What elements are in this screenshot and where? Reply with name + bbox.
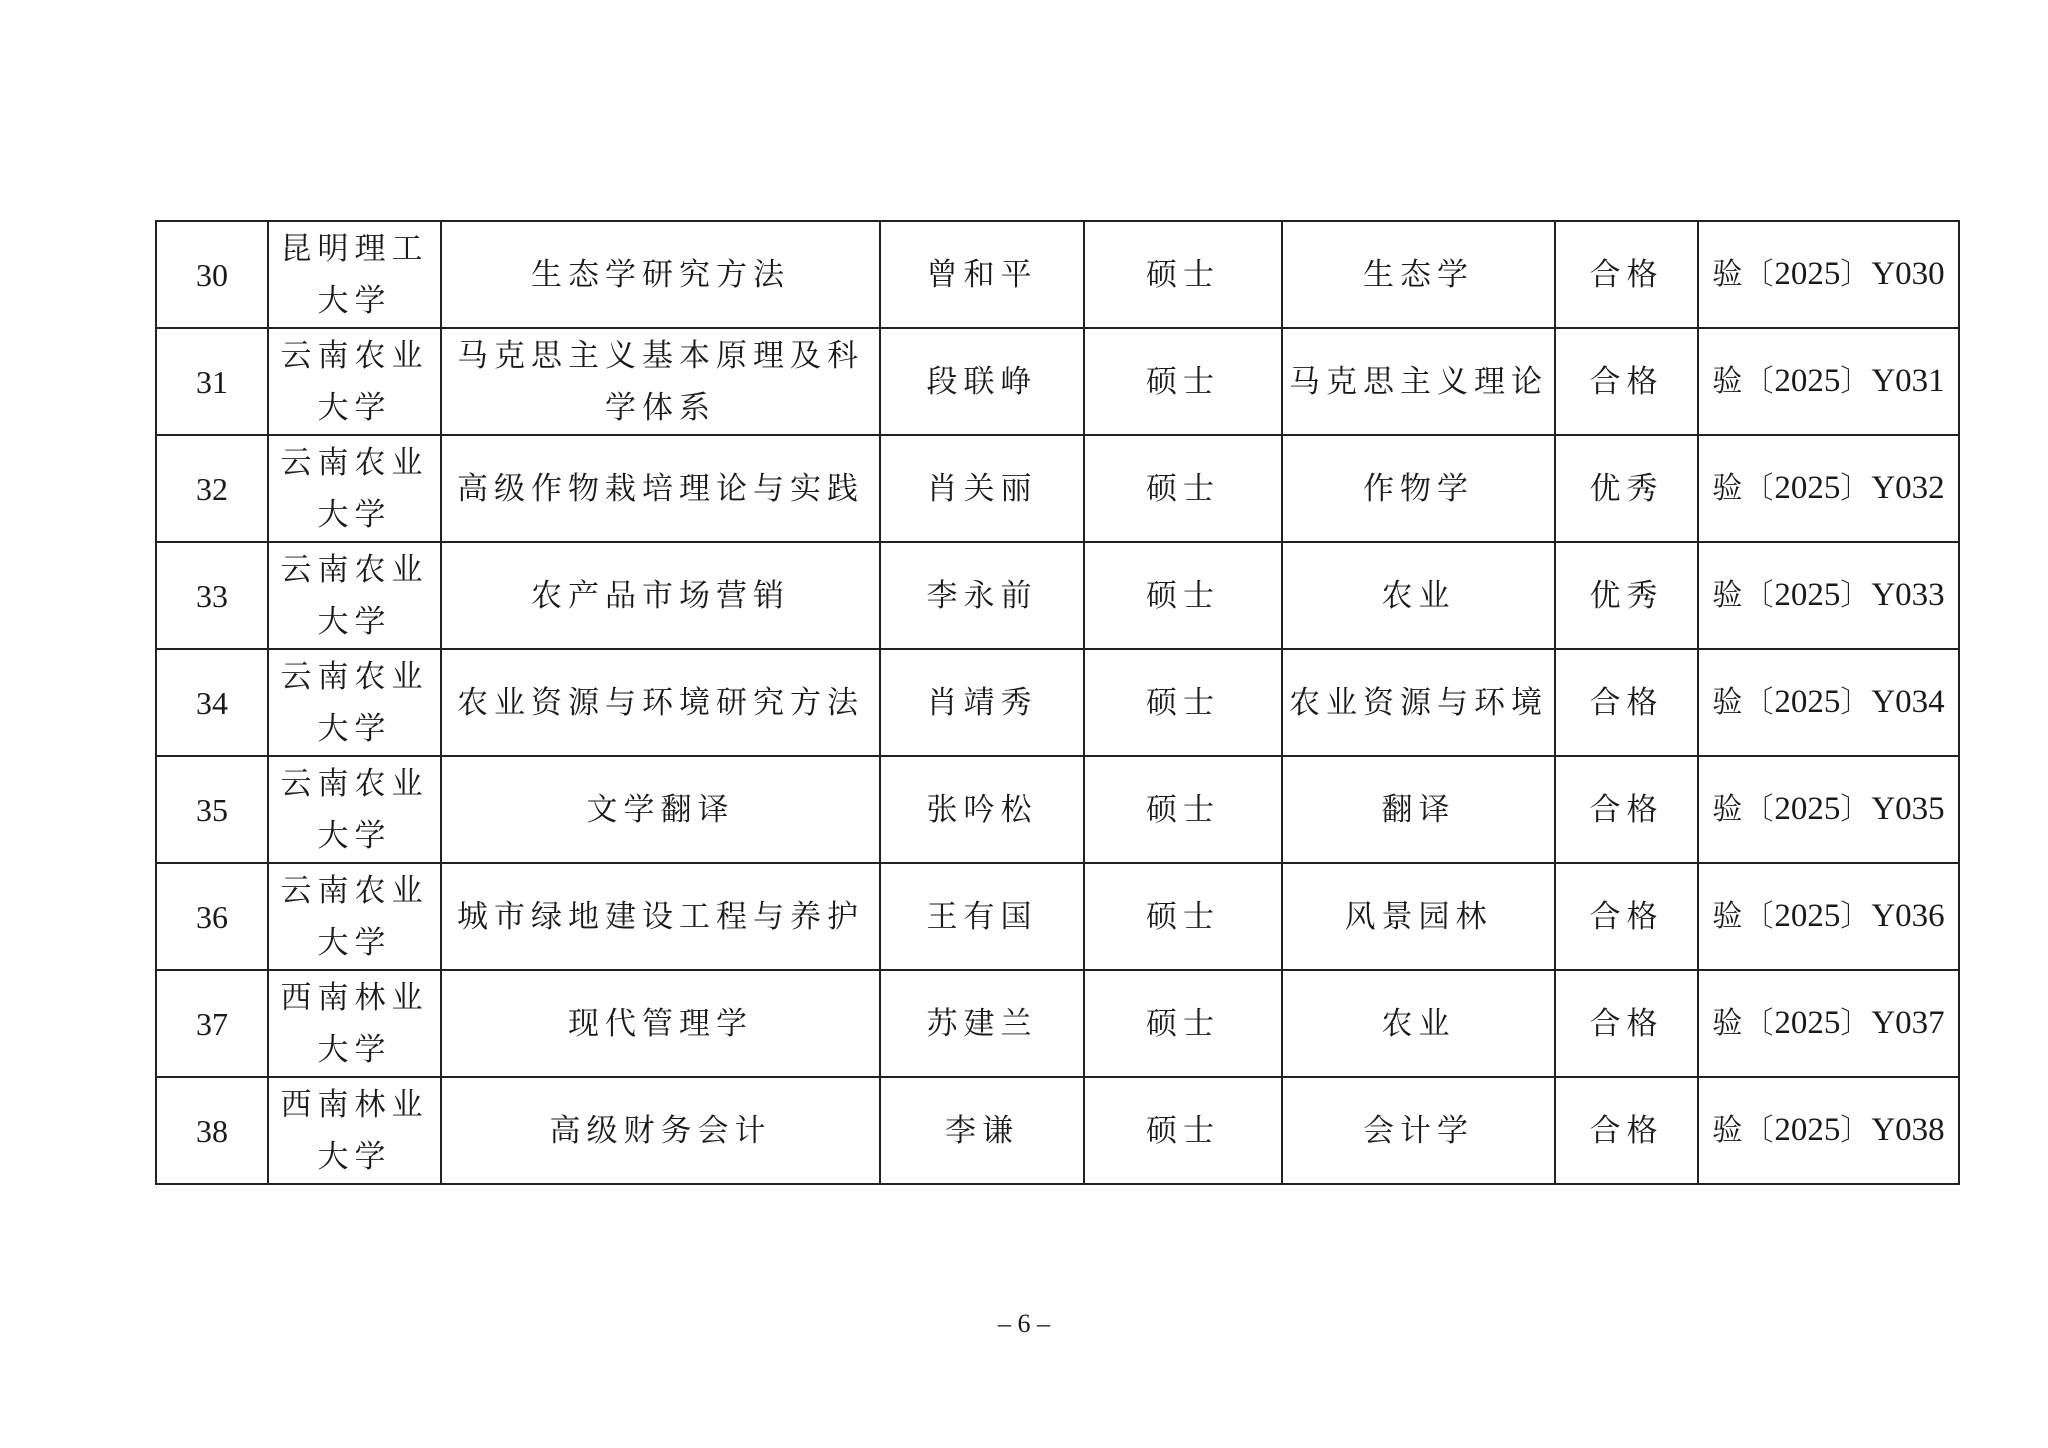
- teacher-cell: 李永前: [880, 542, 1084, 649]
- result-cell: 合格: [1555, 649, 1698, 756]
- course-name-cell: 高级作物栽培理论与实践: [441, 435, 880, 542]
- cert-prefix: 验〔: [1712, 471, 1775, 506]
- certificate-number-cell: [1698, 542, 1959, 649]
- cert-prefix: 验〔: [1712, 792, 1775, 827]
- cert-code: Y036: [1871, 898, 1945, 934]
- degree-level-cell: 硕士: [1084, 221, 1282, 328]
- degree-level-cell: 硕士: [1084, 756, 1282, 863]
- cert-code: Y035: [1871, 791, 1945, 827]
- result-cell: 合格: [1555, 328, 1698, 435]
- cert-code: Y032: [1871, 470, 1945, 506]
- degree-level-cell: 硕士: [1084, 970, 1282, 1077]
- certificate-number-cell: [1698, 756, 1959, 863]
- row-number: 31: [156, 328, 268, 435]
- cert-bracket-close: 〕: [1840, 257, 1872, 292]
- result-cell: 优秀: [1555, 435, 1698, 542]
- cert-prefix: 验〔: [1712, 1113, 1775, 1148]
- table-row: [156, 863, 1959, 970]
- university-cell: 云南农业大学: [268, 435, 441, 542]
- cert-year: 2025: [1774, 898, 1841, 934]
- cert-bracket-close: 〕: [1840, 1006, 1872, 1041]
- cert-prefix: 验〔: [1712, 364, 1775, 399]
- cert-code: Y031: [1871, 363, 1945, 399]
- cert-year: 2025: [1774, 1112, 1841, 1148]
- row-number: 32: [156, 435, 268, 542]
- table-row: [156, 328, 1959, 435]
- discipline-cell: 翻译: [1282, 756, 1555, 863]
- result-cell: 优秀: [1555, 542, 1698, 649]
- cert-year: 2025: [1774, 577, 1841, 613]
- course-name-cell: 城市绿地建设工程与养护: [441, 863, 880, 970]
- degree-level-cell: 硕士: [1084, 863, 1282, 970]
- cert-code: Y030: [1871, 256, 1945, 292]
- cert-bracket-close: 〕: [1840, 792, 1872, 827]
- teacher-cell: 张吟松: [880, 756, 1084, 863]
- certificate-number-cell: [1698, 1077, 1959, 1184]
- result-cell: 合格: [1555, 970, 1698, 1077]
- discipline-cell: 作物学: [1282, 435, 1555, 542]
- discipline-cell: 生态学: [1282, 221, 1555, 328]
- course-acceptance-table: [155, 220, 1960, 1185]
- discipline-cell: 风景园林: [1282, 863, 1555, 970]
- discipline-cell: 会计学: [1282, 1077, 1555, 1184]
- course-name-cell: 农产品市场营销: [441, 542, 880, 649]
- cert-bracket-close: 〕: [1840, 578, 1872, 613]
- cert-year: 2025: [1774, 470, 1841, 506]
- teacher-cell: 段联峥: [880, 328, 1084, 435]
- teacher-cell: 肖关丽: [880, 435, 1084, 542]
- table-row: [156, 756, 1959, 863]
- row-number: 33: [156, 542, 268, 649]
- university-cell: 西南林业大学: [268, 970, 441, 1077]
- certificate-number-cell: [1698, 435, 1959, 542]
- teacher-cell: 曾和平: [880, 221, 1084, 328]
- discipline-cell: 马克思主义理论: [1282, 328, 1555, 435]
- teacher-cell: 苏建兰: [880, 970, 1084, 1077]
- degree-level-cell: 硕士: [1084, 1077, 1282, 1184]
- result-cell: 合格: [1555, 221, 1698, 328]
- discipline-cell: 农业: [1282, 970, 1555, 1077]
- result-cell: 合格: [1555, 756, 1698, 863]
- table-row: [156, 435, 1959, 542]
- cert-year: 2025: [1774, 1005, 1841, 1041]
- row-number: 34: [156, 649, 268, 756]
- university-cell: 云南农业大学: [268, 542, 441, 649]
- teacher-cell: 王有国: [880, 863, 1084, 970]
- row-number: 37: [156, 970, 268, 1077]
- result-cell: 合格: [1555, 1077, 1698, 1184]
- cert-bracket-close: 〕: [1840, 1113, 1872, 1148]
- row-number: 35: [156, 756, 268, 863]
- cert-prefix: 验〔: [1712, 899, 1775, 934]
- table-row: [156, 542, 1959, 649]
- row-number: 36: [156, 863, 268, 970]
- row-number: 38: [156, 1077, 268, 1184]
- table-row: [156, 221, 1959, 328]
- cert-code: Y034: [1871, 684, 1945, 720]
- certificate-number-cell: [1698, 221, 1959, 328]
- discipline-cell: 农业资源与环境: [1282, 649, 1555, 756]
- cert-code: Y038: [1871, 1112, 1945, 1148]
- page-number: – 6 –: [998, 1309, 1050, 1338]
- row-number: 30: [156, 221, 268, 328]
- university-cell: 云南农业大学: [268, 863, 441, 970]
- result-cell: 合格: [1555, 863, 1698, 970]
- course-name-cell: 马克思主义基本原理及科学体系: [441, 328, 880, 435]
- cert-prefix: 验〔: [1712, 685, 1775, 720]
- teacher-cell: 肖靖秀: [880, 649, 1084, 756]
- table-body: [156, 221, 1959, 1184]
- cert-year: 2025: [1774, 791, 1841, 827]
- cert-bracket-close: 〕: [1840, 899, 1872, 934]
- certificate-number-cell: [1698, 328, 1959, 435]
- table-row: [156, 1077, 1959, 1184]
- cert-bracket-close: 〕: [1840, 471, 1872, 506]
- cert-bracket-close: 〕: [1840, 364, 1872, 399]
- certificate-number-cell: [1698, 863, 1959, 970]
- certificate-number-cell: [1698, 649, 1959, 756]
- cert-year: 2025: [1774, 256, 1841, 292]
- degree-level-cell: 硕士: [1084, 435, 1282, 542]
- cert-prefix: 验〔: [1712, 1006, 1775, 1041]
- certificate-number-cell: [1698, 970, 1959, 1077]
- degree-level-cell: 硕士: [1084, 542, 1282, 649]
- university-cell: 云南农业大学: [268, 756, 441, 863]
- course-name-cell: 农业资源与环境研究方法: [441, 649, 880, 756]
- teacher-cell: 李谦: [880, 1077, 1084, 1184]
- cert-code: Y033: [1871, 577, 1945, 613]
- table-row: [156, 649, 1959, 756]
- degree-level-cell: 硕士: [1084, 649, 1282, 756]
- course-name-cell: 高级财务会计: [441, 1077, 880, 1184]
- discipline-cell: 农业: [1282, 542, 1555, 649]
- cert-prefix: 验〔: [1712, 257, 1775, 292]
- table-row: [156, 970, 1959, 1077]
- course-name-cell: 生态学研究方法: [441, 221, 880, 328]
- university-cell: 云南农业大学: [268, 328, 441, 435]
- cert-year: 2025: [1774, 684, 1841, 720]
- cert-prefix: 验〔: [1712, 578, 1775, 613]
- degree-level-cell: 硕士: [1084, 328, 1282, 435]
- cert-year: 2025: [1774, 363, 1841, 399]
- course-name-cell: 现代管理学: [441, 970, 880, 1077]
- university-cell: 云南农业大学: [268, 649, 441, 756]
- cert-code: Y037: [1871, 1005, 1945, 1041]
- university-cell: 昆明理工大学: [268, 221, 441, 328]
- university-cell: 西南林业大学: [268, 1077, 441, 1184]
- course-name-cell: 文学翻译: [441, 756, 880, 863]
- cert-bracket-close: 〕: [1840, 685, 1872, 720]
